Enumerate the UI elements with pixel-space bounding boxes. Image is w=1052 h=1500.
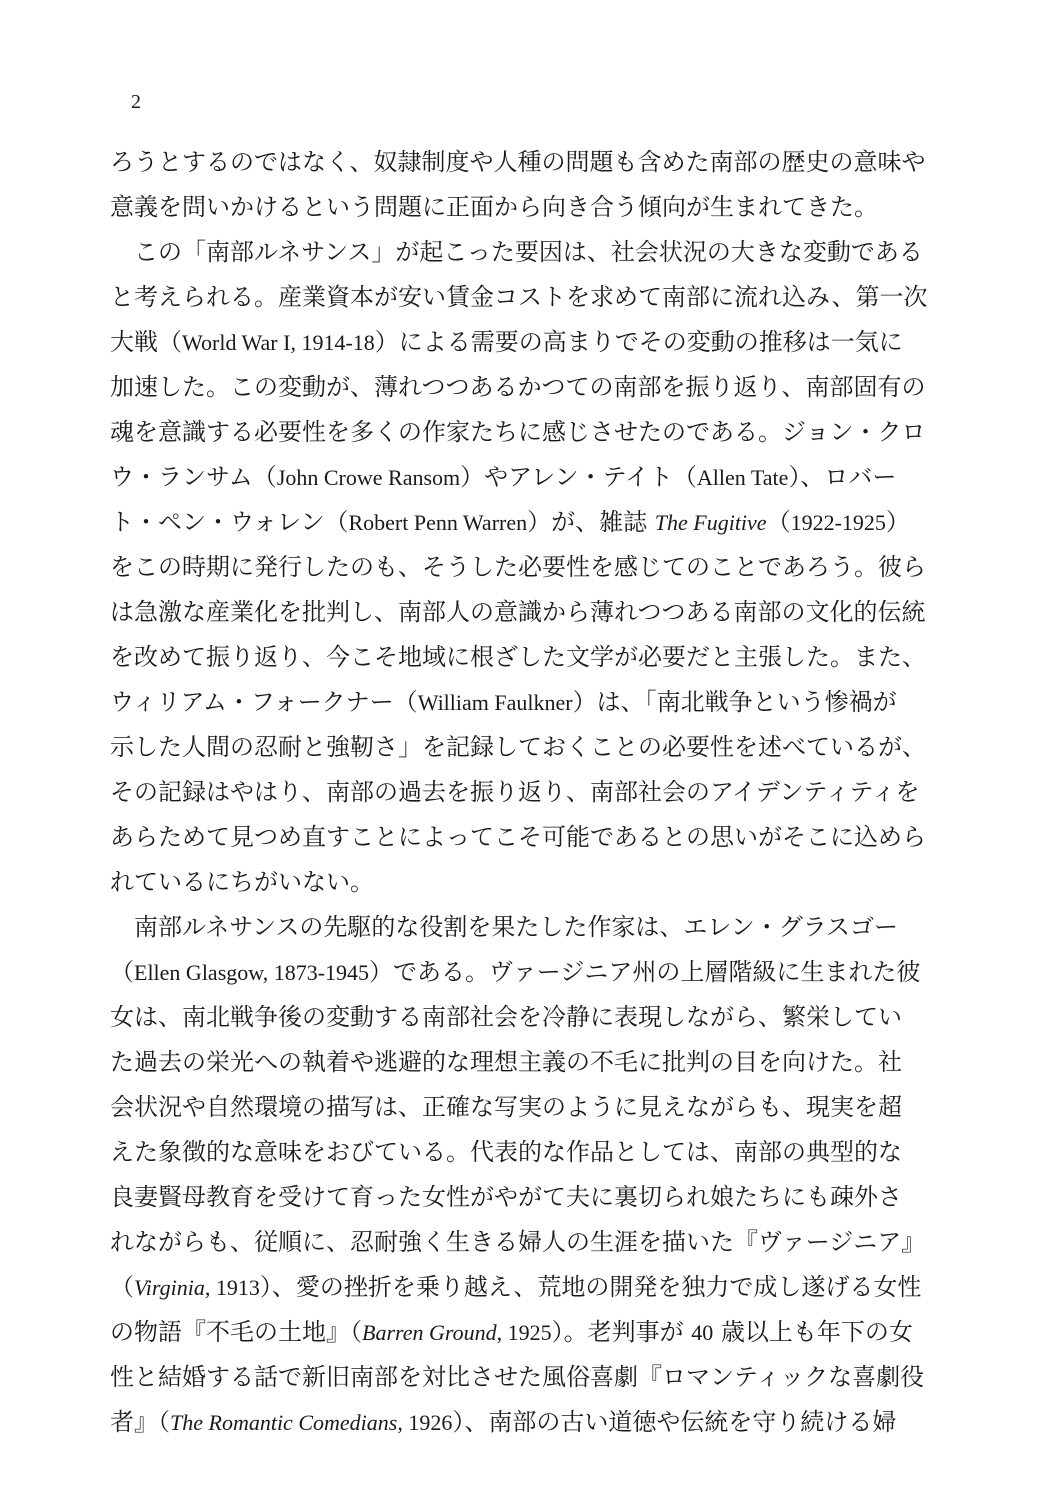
text-segment: えた象徴的な意味をおびている。代表的な作品としては、南部の典型的な <box>110 1138 902 1166</box>
latin-text-segment: John Crowe Ransom <box>276 465 461 490</box>
text-segment: ）、南部の古い道徳や伝統を守り続ける婦 <box>452 1408 897 1436</box>
text-line <box>110 815 942 860</box>
text-segment: 魂を意識する必要性を多くの作家たちに感じさせたのである。ジョン・クロ <box>110 418 926 446</box>
text-segment: ）、愛の挫折を乗り越え、荒地の開発を独力で成し遂げる女性 <box>259 1273 922 1301</box>
text-line <box>110 1355 942 1400</box>
latin-text-segment: Ellen Glasgow, 1873-1945 <box>134 960 370 985</box>
text-segment: ）である。ヴァージニア州の上層階級に生まれた彼 <box>369 958 921 986</box>
latin-text-segment: , 1926 <box>397 1410 453 1435</box>
text-segment: は急激な産業化を批判し、南部人の意識から薄れつつある南部の文化的伝統 <box>110 598 926 626</box>
text-segment: 意義を問いかけるという問題に正面から向き合う傾向が生まれてきた。 <box>110 193 878 221</box>
text-line <box>110 1130 942 1175</box>
text-segment: ）やアレン・テイト（ <box>460 463 697 491</box>
text-segment: この「南部ルネサンス」が起こった要因は、社会状況の大きな変動である <box>110 238 923 266</box>
text-segment: その記録はやはり、南部の過去を振り返り、南部社会のアイデンティティを <box>110 778 920 806</box>
text-segment: 加速した。この変動が、薄れつつあるかつての南部を振り返り、南部固有の <box>110 373 926 401</box>
text-line <box>110 185 942 230</box>
text-line <box>110 455 942 500</box>
text-segment: ）による需要の高まりでその変動の推移は一気に <box>374 328 903 356</box>
latin-text-segment: William Faulkner <box>417 690 573 715</box>
text-line <box>110 545 942 590</box>
italic-title-segment: Barren Ground <box>362 1320 497 1345</box>
text-segment: ）、ロバー <box>788 463 897 491</box>
text-segment: ウィリアム・フォークナー（ <box>110 688 418 716</box>
text-segment: 女は、南北戦争後の変動する南部社会を冷静に表現しながら、繁栄してい <box>110 1003 902 1031</box>
text-segment: 良妻賢母教育を受けて育った女性がやがて夫に裏切られ娘たちにも疎外さ <box>110 1183 902 1211</box>
text-line <box>110 1220 942 1265</box>
text-line <box>110 635 942 680</box>
text-segment: ） <box>885 508 910 536</box>
text-line <box>110 1175 942 1220</box>
text-segment: れているにちがいない。 <box>110 868 374 896</box>
text-segment: 示した人間の忍耐と強靭さ」を記録しておくことの必要性を述べているが、 <box>110 733 926 761</box>
text-segment: を改めて振り返り、今こそ地域に根ざした文学が必要だと主張した。また、 <box>110 643 926 671</box>
text-line <box>110 275 942 320</box>
body-text <box>110 140 942 1445</box>
text-line <box>110 770 942 815</box>
latin-text-segment: Allen Tate <box>696 465 789 490</box>
text-segment: ）は、「南北戦争という惨禍が <box>572 688 897 716</box>
text-segment: 性と結婚する話で新旧南部を対比させた風俗喜劇『ロマンティックな喜劇役 <box>110 1363 925 1391</box>
text-line <box>110 410 942 455</box>
text-line <box>110 725 942 770</box>
latin-text-segment: , 1913 <box>204 1275 260 1300</box>
text-line <box>110 1265 942 1310</box>
text-line <box>110 320 942 365</box>
text-line <box>110 1085 942 1130</box>
text-line <box>110 140 942 185</box>
latin-text-segment: 1922-1925 <box>790 510 886 535</box>
text-line <box>110 680 942 725</box>
text-segment: ウ・ランサム（ <box>110 463 277 491</box>
latin-text-segment: , 1925 <box>496 1320 552 1345</box>
text-line <box>110 500 942 545</box>
text-line <box>110 1040 942 1085</box>
text-segment: 大戦（ <box>110 328 182 356</box>
text-segment: 者』（ <box>110 1408 170 1436</box>
text-segment: をこの時期に発行したのも、そうした必要性を感じてのことであろう。彼ら <box>110 553 926 581</box>
text-line <box>110 590 942 635</box>
text-line <box>110 1310 942 1355</box>
latin-text-segment: 40 <box>691 1320 714 1345</box>
text-line <box>110 905 942 950</box>
text-segment: 会状況や自然環境の描写は、正確な写実のように見えながらも、現実を超 <box>110 1093 902 1121</box>
text-segment: ト・ペン・ウォレン（ <box>110 508 349 536</box>
text-segment: ）。老判事が <box>551 1318 692 1346</box>
text-segment: （ <box>766 508 791 536</box>
latin-text-segment: Robert Penn Warren <box>348 510 528 535</box>
italic-title-segment: Virginia <box>134 1275 205 1300</box>
text-segment: （ <box>110 1273 134 1301</box>
text-segment: と考えられる。産業資本が安い賃金コストを求めて南部に流れ込み、第一次 <box>110 283 928 311</box>
text-line <box>110 995 942 1040</box>
text-segment: 南部ルネサンスの先駆的な役割を果たした作家は、エレン・グラスゴー <box>110 913 899 941</box>
italic-title-segment: The Romantic Comedians <box>170 1410 398 1435</box>
italic-title-segment: The Fugitive <box>654 510 767 535</box>
text-segment: （ <box>110 958 134 986</box>
text-segment: た過去の栄光への執着や逃避的な理想主義の不毛に批判の目を向けた。社 <box>110 1048 902 1076</box>
latin-text-segment: World War I, 1914-18 <box>182 330 375 355</box>
text-segment: れながらも、従順に、忍耐強く生きる婦人の生涯を描いた『ヴァージニア』 <box>110 1228 926 1256</box>
text-segment: あらためて見つめ直すことによってこそ可能であるとの思いがそこに込めら <box>110 823 926 851</box>
text-line <box>110 860 942 905</box>
page-number: 2 <box>131 91 141 113</box>
text-line <box>110 950 942 995</box>
text-line <box>110 365 942 410</box>
text-line <box>110 230 942 275</box>
text-line <box>110 1400 942 1445</box>
text-segment: 歳以上も年下の女 <box>713 1318 913 1346</box>
text-segment: ）が、雑誌 <box>527 508 655 536</box>
text-segment: ろうとするのではなく、奴隷制度や人種の問題も含めた南部の歴史の意味や <box>110 148 926 176</box>
text-segment: の物語『不毛の土地』（ <box>110 1318 362 1346</box>
